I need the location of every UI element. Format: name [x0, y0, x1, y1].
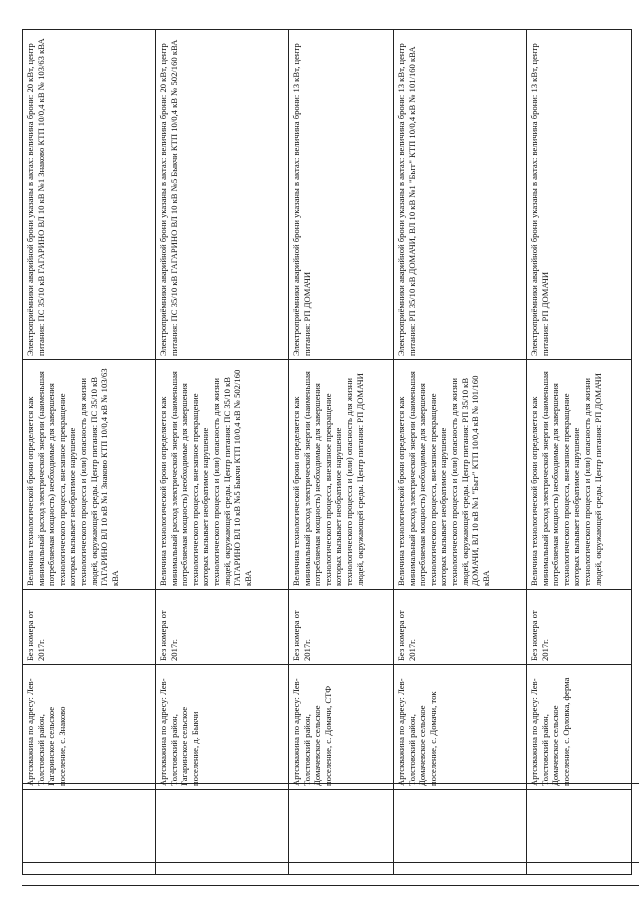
note-cell: Электроприёмники аварийной брони указаны в актах: величина брони: 20 кВт, центр питания: ПС 35/10 кВ ГАГАРИНО ВЛ 10 кВ №5 Быкчи КТП 10/0,4 кВ № 502/160 кВА: [156, 30, 289, 360]
blank-cell: [156, 790, 289, 875]
act-number-cell: Без номера от 2017г.: [156, 590, 289, 665]
blank-cell: [527, 790, 632, 875]
blank-cell: [289, 790, 394, 875]
act-number-cell: Без номера от 2017г.: [394, 590, 527, 665]
rotated-table-wrapper: [22, 30, 632, 875]
description-cell: Величина технологической брони определяется как минимальный расход электрической энергии (наименьшая потребляемая мощность) необходимые для завершения технологического процесса, внезапное прекращение которых вызывает необратимое нарушение технологического процесса и (или) опасность для жизни людей, окружающей среды. Центр питания: РП ДОМАЧИ: [527, 360, 632, 590]
table-row: [394, 30, 527, 875]
act-number-cell: Без номера от 2017г.: [527, 590, 632, 665]
address-cell: Артскважина по адресу: Лев-Толстовский район, Гагаринское сельское поселение, с. Знаково: [23, 665, 156, 790]
note-cell: Электроприёмники аварийной брони указаны в актах: величина брони: 13 кВт, центр питания: РП 35/10 кВ ДОМАЧИ, ВЛ 10 кВ №1 "Бьгг" КТП 10/0,4 кВ № 101/160 кВА: [394, 30, 527, 360]
note-cell: Электроприёмники аварийной брони указаны в актах: величина брони: 13 кВт, центр питания: РП ДОМАЧИ: [527, 30, 632, 360]
emergency-reserve-table: [22, 29, 632, 875]
table-row: [23, 30, 156, 875]
description-cell: Величина технологической брони определяется как минимальный расход электрической энергии (наименьшая потребляемая мощность) необходимые для завершения технологического процесса, внезапное прекращение которых вызывает необратимое нарушение технологического процесса и (или) опасность для жизни людей, окружающей среды. Центр питания: ПС 35/10 кВ ГАГАРИНО ВЛ 10 кВ №1 Знаково КТП 10/0,4 кВ № 103/63 кВА: [23, 360, 156, 590]
table-row: [156, 30, 289, 875]
act-number-cell: Без номера от 2017г.: [23, 590, 156, 665]
description-cell: Величина технологической брони определяется как минимальный расход электрической энергии (наименьшая потребляемая мощность) необходимые для завершения технологического процесса, внезапное прекращение которых вызывает необратимое нарушение технологического процесса и (или) опасность для жизни людей, окружающей среды. Центр питания: РП 35/10 кВ ДОМАЧИ, ВЛ 10 кВ №1 "Бьгг" КТП 10/0,4 кВ № 101/160 кВА: [394, 360, 527, 590]
address-cell: Артскважина по адресу: Лев-Толстовский район, Домачевское сельское поселение, с. Домачи, ток: [394, 665, 527, 790]
note-cell: Электроприёмники аварийной брони указаны в актах: величина брони: 13 кВт, центр питания: РП ДОМАЧИ: [289, 30, 394, 360]
description-cell: Величина технологической брони определяется как минимальный расход электрической энергии (наименьшая потребляемая мощность) необходимые для завершения технологического процесса, внезапное прекращение которых вызывает необратимое нарушение технологического процесса и (или) опасность для жизни людей, окружающей среды. Центр питания: ПС 35/10 кВ ГАГАРИНО ВЛ 10 кВ №5 Быкчи КТП 10/0,4 кВ № 502/160 кВА: [156, 360, 289, 590]
blank-cell: [394, 790, 527, 875]
table-row: [527, 30, 632, 875]
address-cell: Артскважина по адресу: Лев-Толстовский район, Гагаринское сельское поселение, д. Быкчи: [156, 665, 289, 790]
address-cell: Артскважина по адресу: Лев-Толстовский район, Домачевское сельское поселение, с. Орловка, ферма: [527, 665, 632, 790]
table-row: [289, 30, 394, 875]
divider-line: [22, 885, 639, 886]
act-number-cell: Без номера от 2017г.: [289, 590, 394, 665]
note-cell: Электроприёмники аварийной брони указаны в актах: величина брони: 20 кВт, центр питания: ПС 35/10 кВ ГАГАРИНО ВЛ 10 кВ №1 Знаково КТП 10/0,4 кВ № 103/63 кВА: [23, 30, 156, 360]
description-cell: Величина технологической брони определяется как минимальный расход электрической энергии (наименьшая потребляемая мощность) необходимые для завершения технологического процесса, внезапное прекращение которых вызывает необратимое нарушение технологического процесса и (или) опасность для жизни людей, окружающей среды. Центр питания: РП ДОМАЧИ: [289, 360, 394, 590]
address-cell: Артскважина по адресу: Лев-Толстовский район, Домачевское сельское поселение, с. Домачи, СТФ: [289, 665, 394, 790]
blank-cell: [23, 790, 156, 875]
